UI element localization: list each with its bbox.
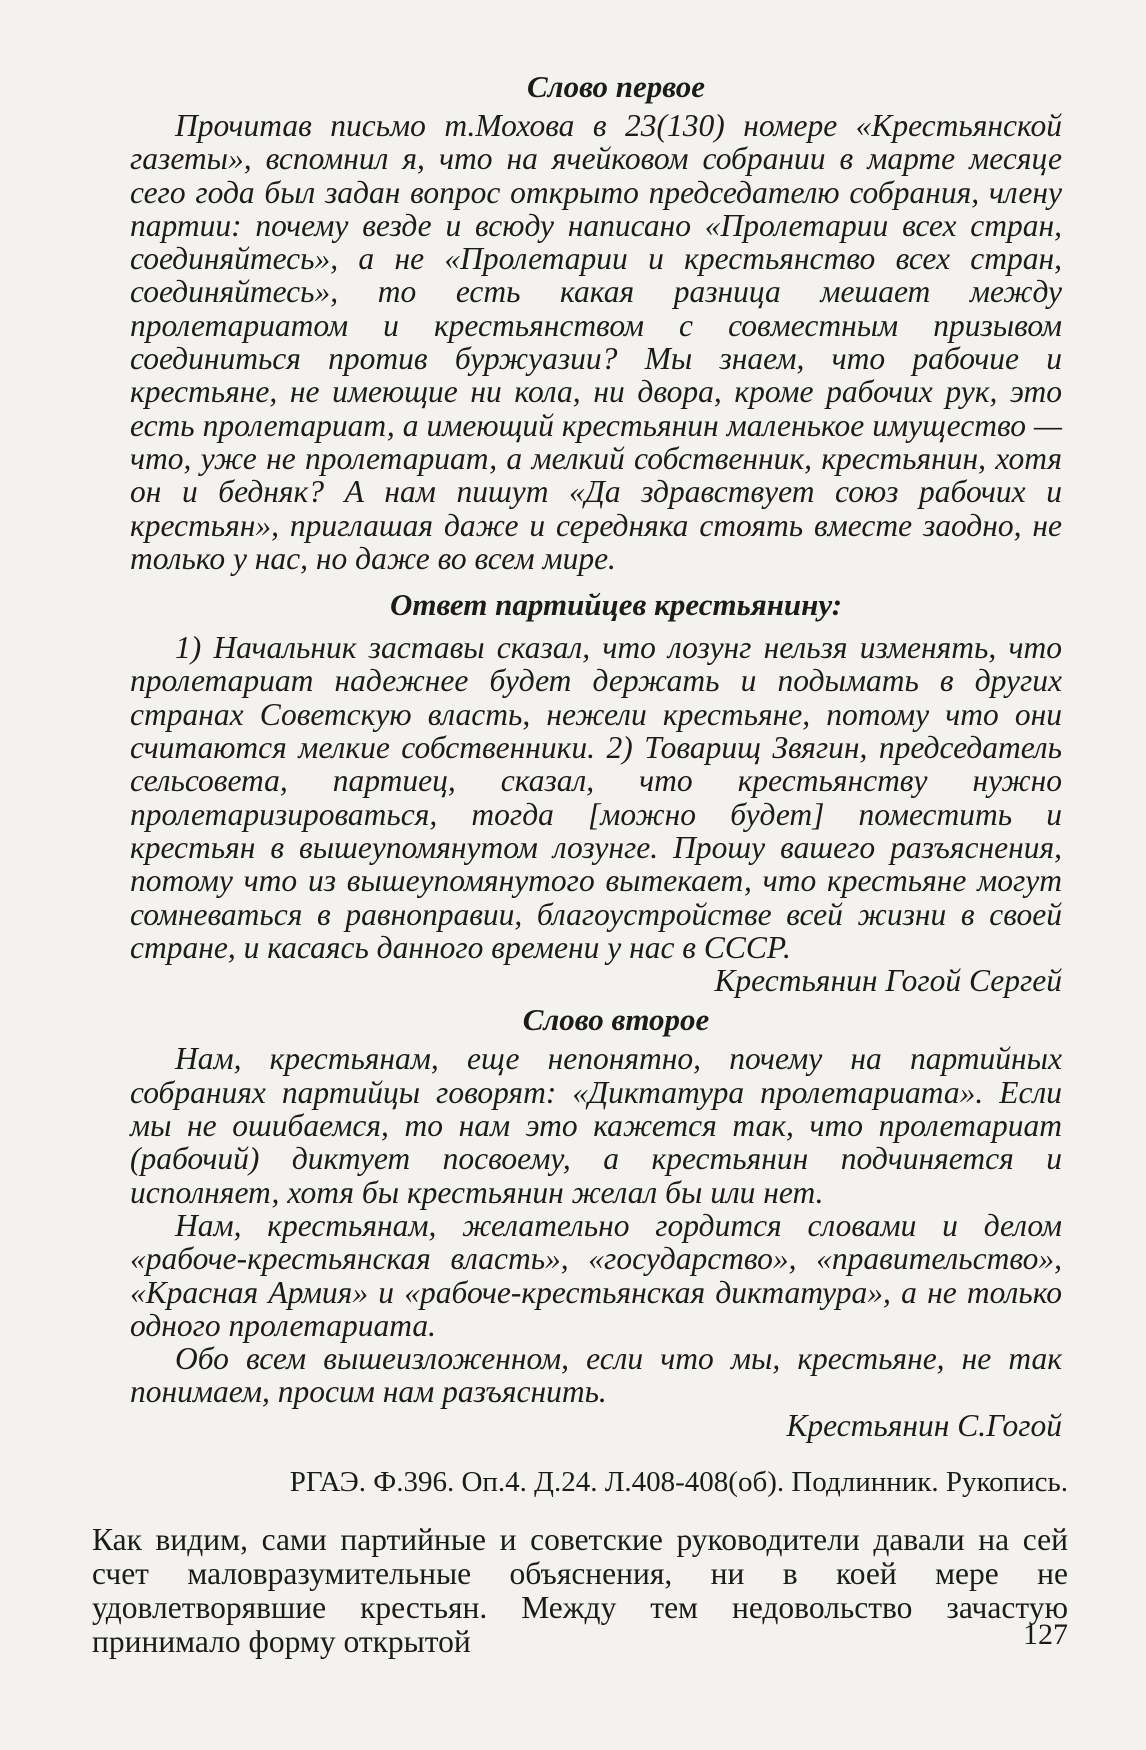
letter-paragraph-answer: 1) Начальник заставы сказал, что лозунг нельзя изменять, что пролетариат надежнее будет держать и подымать в других странах Советскую власть, нежели крестьяне, потому что они считаются мелкие собственники. 2) Товарищ Звягин, председатель сельсовета, партиец, сказал, что крестьянству нужно пролетаризироваться, тогда [можно будет] поместить и крестьян в вышеупомянутом лозунге. Прошу вашего разъяснения, потому что из вышеупомянутого вытекает, что крестьяне могут сомневаться в равноправии, благоустройстве всей жизни в своей стране, и касаясь данного времени у нас в СССР.: [130, 630, 1062, 965]
page-number: 127: [1023, 1618, 1068, 1651]
letter-paragraph-second-3: Обо всем вышеизложенном, если что мы, крестьяне, не так понимаем, просим нам разъяснить.: [130, 1341, 1062, 1410]
heading-party-answer: Ответ партийцев крестьянину:: [389, 587, 843, 623]
letter-paragraph-second-2: Нам, крестьянам, желательно гордится словами и делом «рабоче-крестьянская власть», «государство», «правительство», «Красная Армия» и «рабоче-крестьянская диктатура», а не только одного пролетариата.: [130, 1207, 1062, 1343]
letter-paragraph-first: Прочитав письмо т.Мохова в 23(130) номере «Крестьянской газеты», вспомнил я, что на ячейковом собрании в марте месяце сего года был задан вопрос открыто председателю собрания, члену партии: почему везде и всюду написано «Пролетарии всех стран, соединяйтесь», а не «Пролетарии и крестьянство всех стран, соединяйтесь», то есть какая разница мешает между пролетариатом и крестьянством с совместным призывом соединиться против буржуазии? Мы знаем, что рабочие и крестьяне, не имеющие ни кола, ни двора, кроме рабочих рук, это есть пролетариат, а имеющий крестьянин маленькое имущество — что, уже не пролетариат, а мелкий собственник, крестьянин, хотя он и бедняк? А нам пишут «Да здравствует союз рабочих и крестьян», приглашая даже и середняка стоять вместе заодно, не только у нас, но даже во всем мире.: [130, 108, 1062, 576]
letter-paragraph-second-1: Нам, крестьянам, еще непонятно, почему на партийных собраниях партийцы говорят: «Диктатура пролетариата». Если мы не ошибаемся, то нам это кажется так, что пролетариат (рабочий) диктует посвоему, а крестьянин подчиняется и исполняет, хотя бы крестьянин желал бы или нет.: [130, 1041, 1062, 1210]
heading-second-word: Слово второе: [522, 1002, 710, 1038]
commentary-text: [92, 1523, 1068, 1659]
page: [92, 70, 1068, 1659]
commentary-paragraph: Как видим, сами партийные и советские руководители давали на сей счет маловразумительные объяснения, ни в коей мере не удовлетворявшие крестьян. Между тем недовольство зачастую принимало форму открытой: [92, 1521, 1068, 1659]
heading-first-word: Слово первое: [527, 69, 705, 104]
archival-letter: [130, 70, 1062, 1442]
signature-s-gogoy: Крестьянин С.Гогой: [786, 1407, 1062, 1443]
archive-source-reference: РГАЭ. Ф.396. Оп.4. Д.24. Л.408-408(об). Подлинник. Рукопись.: [289, 1465, 1068, 1498]
signature-gogoy-sergey: Крестьянин Гогой Сергей: [714, 963, 1062, 999]
